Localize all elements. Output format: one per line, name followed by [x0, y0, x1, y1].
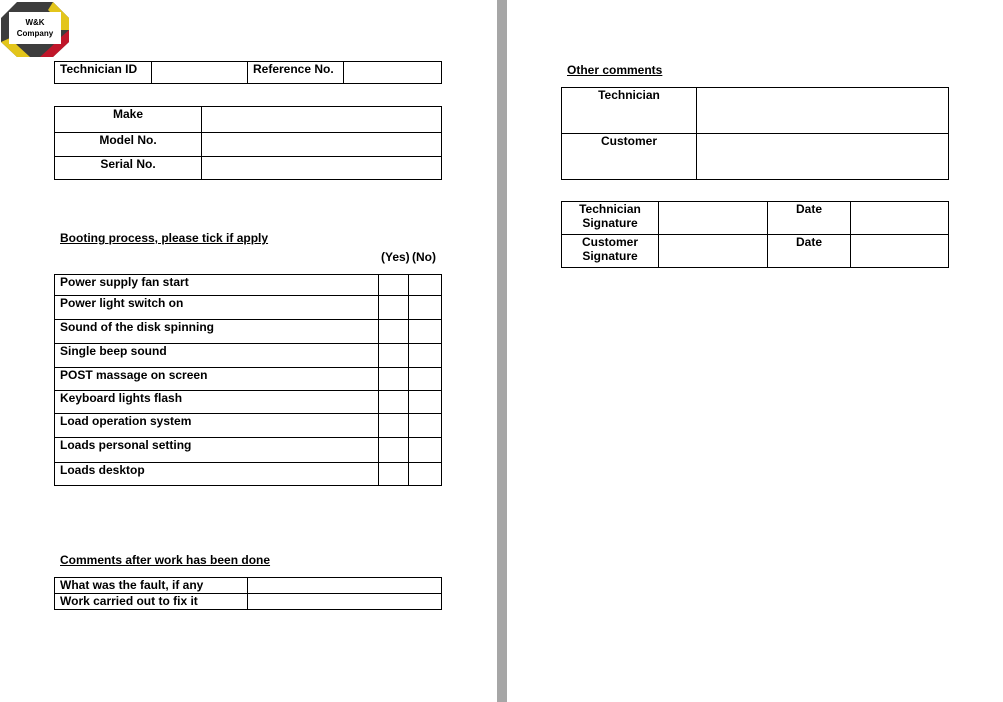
no-checkbox[interactable] [409, 320, 442, 344]
fault-label: What was the fault, if any [55, 578, 248, 594]
fix-label: Work carried out to fix it [55, 594, 248, 610]
booting-checklist-table [54, 274, 442, 486]
booting-process-heading: Booting process, please tick if apply [60, 231, 269, 245]
checklist-item-label: Loads desktop [55, 463, 379, 486]
table-row [55, 463, 442, 486]
left-page [0, 0, 497, 702]
yes-checkbox[interactable] [379, 368, 409, 391]
yes-checkbox[interactable] [379, 391, 409, 414]
model-no-label: Model No. [55, 133, 202, 157]
customer-comment-label: Customer [562, 134, 697, 180]
no-checkbox[interactable] [409, 391, 442, 414]
checklist-item-label: POST massage on screen [55, 368, 379, 391]
technician-comment-field[interactable] [697, 88, 949, 134]
serial-no-label: Serial No. [55, 157, 202, 180]
no-checkbox[interactable] [409, 296, 442, 320]
technician-reference-table [54, 61, 442, 84]
other-comments-table [561, 87, 949, 180]
reference-no-field[interactable] [344, 62, 442, 84]
technician-signature-field[interactable] [659, 202, 768, 235]
no-checkbox[interactable] [409, 463, 442, 486]
customer-signature-line1: Customer [581, 235, 638, 249]
no-column-header: (No) [412, 250, 436, 264]
logo-text-line2: Company [16, 29, 54, 38]
yes-checkbox[interactable] [379, 296, 409, 320]
customer-signature-line2: Signature [582, 249, 638, 263]
yes-checkbox[interactable] [379, 275, 409, 296]
checklist-item-label: Keyboard lights flash [55, 391, 379, 414]
no-checkbox[interactable] [409, 344, 442, 368]
yes-checkbox[interactable] [379, 463, 409, 486]
yes-checkbox[interactable] [379, 414, 409, 438]
yes-checkbox[interactable] [379, 438, 409, 463]
yes-checkbox[interactable] [379, 344, 409, 368]
company-logo [0, 0, 70, 58]
other-comments-heading: Other comments [567, 63, 663, 77]
table-row [55, 391, 442, 414]
page-divider [497, 0, 507, 702]
checklist-item-label: Load operation system [55, 414, 379, 438]
fault-field[interactable] [248, 578, 442, 594]
technician-signature-line2: Signature [582, 216, 638, 230]
table-row [55, 438, 442, 463]
reference-no-label: Reference No. [248, 62, 344, 84]
checklist-item-label: Single beep sound [55, 344, 379, 368]
technician-date-label: Date [768, 202, 851, 235]
yes-column-header: (Yes) [381, 250, 410, 264]
no-checkbox[interactable] [409, 414, 442, 438]
customer-signature-label [562, 235, 659, 268]
model-no-field[interactable] [202, 133, 442, 157]
make-field[interactable] [202, 107, 442, 133]
make-label: Make [55, 107, 202, 133]
after-work-table [54, 577, 442, 610]
table-row [55, 368, 442, 391]
customer-comment-field[interactable] [697, 134, 949, 180]
no-checkbox[interactable] [409, 275, 442, 296]
table-row [55, 344, 442, 368]
customer-signature-field[interactable] [659, 235, 768, 268]
technician-id-field[interactable] [152, 62, 248, 84]
technician-signature-line1: Technician [579, 202, 641, 216]
technician-comment-label: Technician [562, 88, 697, 134]
device-info-table [54, 106, 442, 180]
no-checkbox[interactable] [409, 368, 442, 391]
checklist-item-label: Power supply fan start [55, 275, 379, 296]
customer-date-field[interactable] [851, 235, 949, 268]
yes-checkbox[interactable] [379, 320, 409, 344]
table-row [55, 414, 442, 438]
table-row [55, 275, 442, 296]
right-page [507, 0, 1003, 702]
technician-date-field[interactable] [851, 202, 949, 235]
checklist-item-label: Loads personal setting [55, 438, 379, 463]
customer-date-label: Date [768, 235, 851, 268]
fix-field[interactable] [248, 594, 442, 610]
table-row [55, 320, 442, 344]
technician-signature-label [562, 202, 659, 235]
table-row [55, 296, 442, 320]
checklist-item-label: Sound of the disk spinning [55, 320, 379, 344]
technician-id-label: Technician ID [55, 62, 152, 84]
after-work-heading: Comments after work has been done [60, 553, 271, 567]
serial-no-field[interactable] [202, 157, 442, 180]
checklist-item-label: Power light switch on [55, 296, 379, 320]
no-checkbox[interactable] [409, 438, 442, 463]
signature-table [561, 201, 949, 268]
logo-text-line1: W&K [25, 18, 45, 27]
